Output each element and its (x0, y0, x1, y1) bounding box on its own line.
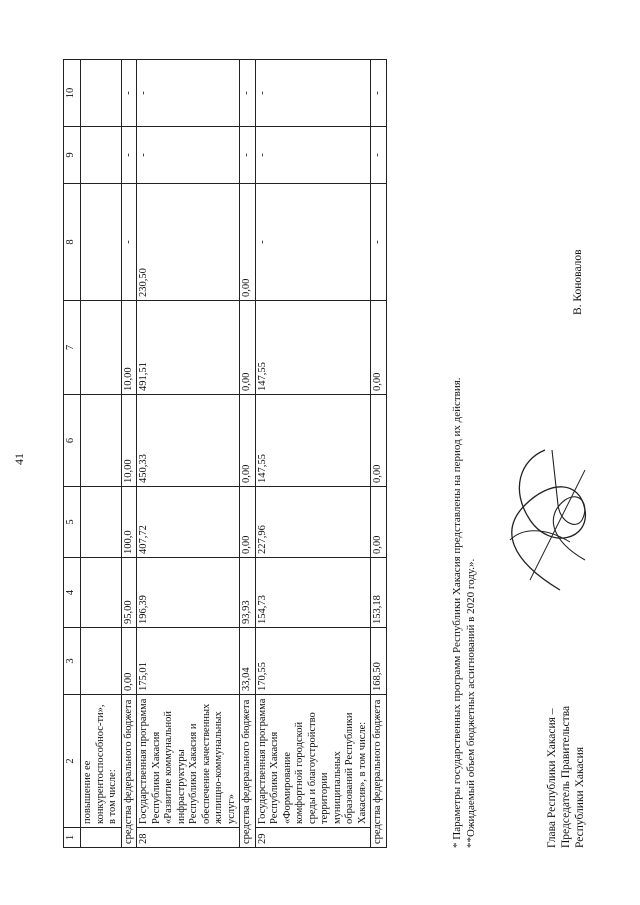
table-row (121, 60, 137, 848)
value-cell: 153,18 (371, 558, 387, 628)
row-number: 29 (255, 828, 371, 848)
footnote: * Параметры государственных программ Республики Хакасия представлены на период их действия. (451, 377, 463, 848)
value-cell: 10,00 (121, 301, 137, 395)
header-cell: 8 (64, 184, 81, 301)
header-cell: 7 (64, 301, 81, 395)
header-cell: 4 (64, 558, 81, 628)
value-cell: 0,00 (240, 184, 256, 301)
value-cell: 0,00 (240, 487, 256, 558)
program-name: Государственная программа Республики Хакасия «Формирование комфортной городской среды и благоустройство территории муниципальных образований Республики Хакасия», в том числе: (255, 695, 371, 828)
value-cell: 33,04 (240, 628, 256, 695)
table-row (137, 60, 240, 848)
row-label: средства федерального бюджета (240, 695, 256, 848)
program-name: Государственная программа Республики Хакасия «Развитие коммунальной инфраструктуры Республики Хакасия и обеспечение качественных жилищно-коммунальных услуг» (137, 695, 240, 828)
value-cell: 407,72 (137, 487, 240, 558)
value-cell: 0,00 (240, 301, 256, 395)
value-cell: 93,93 (240, 558, 256, 628)
header-cell: 6 (64, 395, 81, 487)
value-cell: 147,55 (255, 395, 371, 487)
footnotes (450, 377, 478, 848)
value-cell: 10,00 (121, 395, 137, 487)
signer-name: В. Коновалов (572, 249, 584, 315)
value-cell: 168,50 (371, 628, 387, 695)
value-cell: 0,00 (121, 628, 137, 695)
value-cell: 0,00 (240, 395, 256, 487)
footnote: **Ожидаемый объем бюджетных ассигнований в 2020 году.». (465, 558, 477, 848)
signer-title-line: Глава Республики Хакасия – (546, 708, 558, 848)
header-cell: 2 (64, 695, 81, 828)
value-cell: 230,50 (137, 184, 240, 301)
program-name: повышение ее конкурентоспособнос-ти», в том числе: (81, 695, 122, 828)
header-cell: 1 (64, 828, 81, 848)
header-cell: 3 (64, 628, 81, 695)
value-cell: 0,00 (371, 301, 387, 395)
value-cell: - (121, 184, 137, 301)
row-number (81, 828, 122, 848)
value-cell: 147,55 (255, 301, 371, 395)
value-cell: 196,39 (137, 558, 240, 628)
value-cell: 0,00 (371, 395, 387, 487)
value-cell: 227,96 (255, 487, 371, 558)
value-cell: - (255, 184, 371, 301)
value-cell: - (240, 60, 256, 127)
value-cell: 0,00 (371, 487, 387, 558)
row-number: 28 (137, 828, 240, 848)
row-label: средства федерального бюджета (121, 695, 137, 848)
header-cell: 5 (64, 487, 81, 558)
signer-title-line: Республики Хакасия (574, 746, 586, 848)
handwritten-signature (490, 440, 600, 600)
value-cell: - (371, 127, 387, 184)
value-cell: 491,51 (137, 301, 240, 395)
table-row (240, 60, 256, 848)
value-cell: - (240, 127, 256, 184)
value-cell: 175,01 (137, 628, 240, 695)
row-label: средства федерального бюджета (371, 695, 387, 848)
value-cell: - (121, 127, 137, 184)
value-cell: - (371, 60, 387, 127)
header-row (64, 60, 81, 848)
header-cell: 10 (64, 60, 81, 127)
value-cell: - (255, 60, 371, 127)
value-cell: 100,0 (121, 487, 137, 558)
value-cell: - (371, 184, 387, 301)
header-cell: 9 (64, 127, 81, 184)
value-cell: 95,00 (121, 558, 137, 628)
signer-title (545, 706, 587, 848)
value-cell: 154,73 (255, 558, 371, 628)
budget-table (63, 59, 387, 848)
value-cell: - (121, 60, 137, 127)
value-cell: 450,33 (137, 395, 240, 487)
value-cell: - (255, 127, 371, 184)
table-row (255, 60, 371, 848)
table-row (81, 60, 122, 848)
value-cell: - (137, 60, 240, 127)
table-row (371, 60, 387, 848)
page-number: 41 (12, 453, 26, 465)
signer-title-line: Председатель Правительства (560, 705, 572, 848)
value-cell: - (137, 127, 240, 184)
value-cell: 170,55 (255, 628, 371, 695)
